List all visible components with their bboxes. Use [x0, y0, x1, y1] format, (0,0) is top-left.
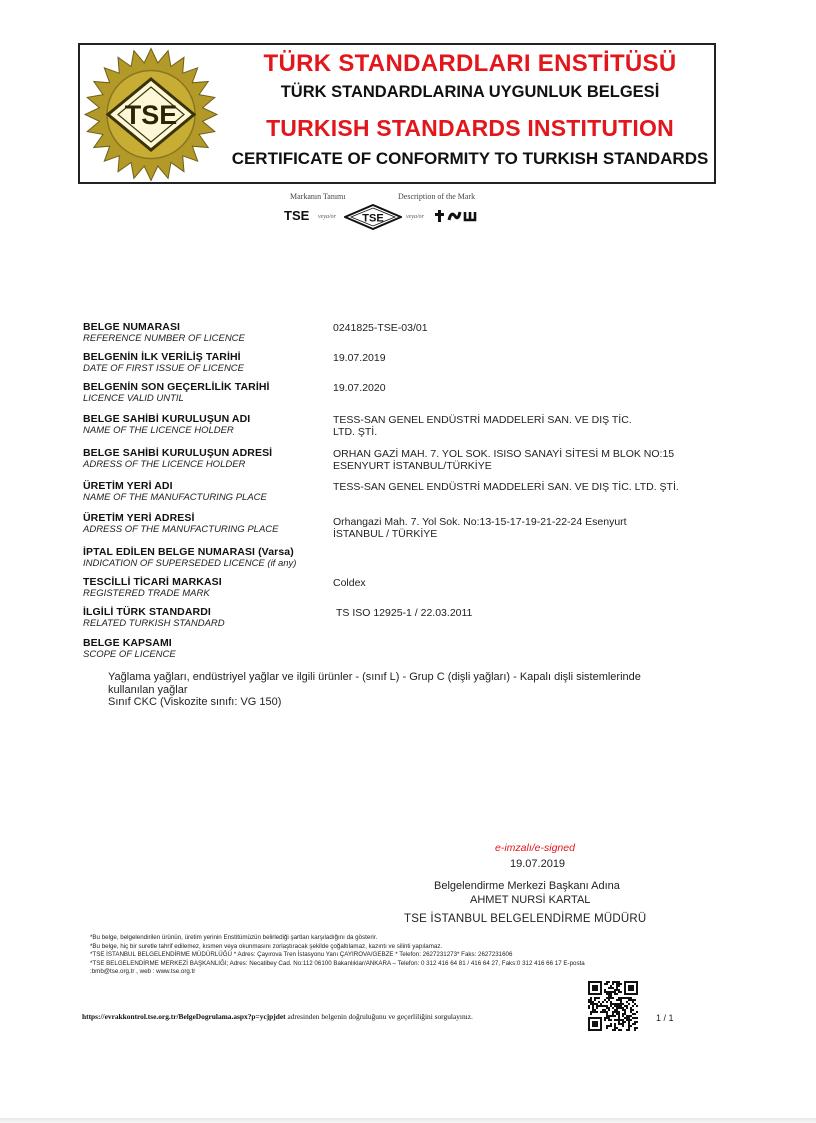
- field-label-tr: BELGE KAPSAMI: [83, 637, 172, 649]
- e-signed-label: e-imzalı/e-signed: [495, 842, 575, 854]
- certificate-header: [78, 43, 716, 184]
- field-label-en: NAME OF THE LICENCE HOLDER: [83, 425, 234, 436]
- field-label-en: NAME OF THE MANUFACTURING PLACE: [83, 492, 267, 503]
- field-value: TESS-SAN GENEL ENDÜSTRİ MADDELERİ SAN. VE DIŞ TİC. LTD. ŞTİ.: [333, 481, 679, 493]
- verification-note: [82, 1012, 582, 1021]
- field-label-en: DATE OF FIRST ISSUE OF LICENCE: [83, 363, 244, 374]
- field-value: Coldex: [333, 577, 366, 589]
- field-value: 19.07.2019: [333, 352, 386, 364]
- field-value: Orhangazi Mah. 7. Yol Sok. No:13-15-17-19-21-22-24 Esenyurt İSTANBUL / TÜRKİYE: [333, 516, 627, 540]
- mark-tse-text: TSE: [284, 208, 310, 223]
- footnote: *Bu belge, belgelendirilen ürünün, üretim yerinin Enstitümüzün belirlediği şartları karşıladığını da gösterir.: [90, 934, 378, 941]
- field-trade-mark: [83, 576, 743, 600]
- seal-text: TSE: [124, 100, 178, 130]
- page-number: 1 / 1: [656, 1013, 674, 1023]
- field-value: 0241825-TSE-03/01: [333, 322, 428, 334]
- field-label-en: SCOPE OF LICENCE: [83, 649, 176, 660]
- tse-diamond-mark-icon: [344, 204, 402, 230]
- field-value: ORHAN GAZİ MAH. 7. YOL SOK. ISISO SANAYİ SİTESİ M BLOK NO:15 ESENYURT İSTANBUL/TÜRKİYE: [333, 448, 675, 472]
- mark-description: [270, 192, 530, 240]
- mark-caption-tr: Markanın Tanımı: [290, 192, 346, 201]
- certificate-title-en: CERTIFICATE OF CONFORMITY TO TURKISH STANDARDS: [231, 149, 709, 168]
- field-valid-until: [83, 381, 743, 405]
- field-label-en: LICENCE VALID UNTIL: [83, 393, 184, 404]
- footnotes: [90, 934, 710, 977]
- field-reference-number: [83, 321, 743, 345]
- mark-or-text: veya/or: [318, 214, 336, 220]
- footnote: *TSE BELGELENDİRME MERKEZİ BAŞKANLIĞI; Adres: Necatibey Cad. No:112 06100 Bakanlıklar/ANKARA – Telefon: 0 312 416 64 81 / 416 64 27, Faks:0 312 416 66 17 E-posta: [90, 959, 585, 967]
- field-value: 19.07.2020: [333, 382, 386, 394]
- field-manufacturing-place-name: [83, 480, 743, 504]
- certificate-title-tr: TÜRK STANDARDLARINA UYGUNLUK BELGESİ: [280, 83, 660, 101]
- field-scope-of-licence: [83, 637, 743, 661]
- field-holder-address: [83, 447, 743, 471]
- signature-date: 19.07.2019: [510, 858, 566, 870]
- field-label-tr: BELGENİN İLK VERİLİŞ TARİHİ: [83, 351, 241, 363]
- scope-description: [108, 671, 688, 709]
- field-related-standard: [83, 606, 743, 630]
- footnote: *Bu belge, hiç bir suretle tahrif edilemez, kısmen veya okunmasını zorlaştıracak şekilde çoğaltılamaz, kazıntı ve silinti yapılamaz.: [90, 942, 443, 950]
- verification-instruction: adresinden belgenin doğruluğunu ve geçerliliğini sorgulayınız.: [285, 1012, 473, 1021]
- arabic-tse-mark-icon: [433, 208, 477, 224]
- scope-line-2: Sınıf CKC (Viskozite sınıfı: VG 150): [108, 696, 282, 708]
- institution-title-en: TURKISH STANDARDS INSTITUTION: [266, 115, 674, 141]
- signatory-department: TSE İSTANBUL BELGELENDİRME MÜDÜRÜ: [404, 913, 647, 925]
- field-label-en: INDICATION OF SUPERSEDED LICENCE (if any): [83, 558, 297, 569]
- field-label-en: RELATED TURKISH STANDARD: [83, 618, 225, 629]
- field-superseded-licence: [83, 546, 743, 570]
- field-label-tr: BELGE SAHİBİ KURULUŞUN ADRESİ: [83, 447, 273, 459]
- field-label-tr: BELGE NUMARASI: [83, 321, 181, 333]
- field-label-en: ADRESS OF THE LICENCE HOLDER: [83, 459, 246, 470]
- field-label-en: REGISTERED TRADE MARK: [83, 588, 210, 599]
- scope-line-1: Yağlama yağları, endüstriyel yağlar ve ilgili ürünler - (sınıf L) - Grup C (dişli yağları) - Kapalı dişli sistemlerinde kullanılan yağlar: [108, 671, 641, 696]
- signature-office: Belgelendirme Merkezi Başkanı Adına: [434, 880, 620, 892]
- signatory-name: AHMET NURSİ KARTAL: [470, 894, 591, 906]
- field-holder-name: [83, 413, 743, 437]
- footnote: :bmb@tse.org.tr , web : www.tse.org.tr: [90, 968, 196, 976]
- tse-seal-logo: [82, 47, 220, 182]
- field-label-tr: TESCİLLİ TİCARİ MARKASI: [83, 576, 222, 588]
- field-label-tr: ÜRETİM YERİ ADRESİ: [83, 512, 195, 524]
- mark-or-text-2: veya/or: [406, 214, 424, 220]
- field-label-en: REFERENCE NUMBER OF LICENCE: [83, 333, 245, 344]
- field-manufacturing-place-address: [83, 512, 743, 540]
- diamond-text: TSE: [362, 212, 384, 225]
- field-first-issue-date: [83, 351, 743, 375]
- field-label-tr: İPTAL EDİLEN BELGE NUMARASI (Varsa): [83, 546, 294, 558]
- mark-caption-en: Description of the Mark: [398, 192, 476, 201]
- institution-title-tr: TÜRK STANDARDLARI ENSTİTÜSÜ: [263, 50, 677, 77]
- field-label-tr: İLGİLİ TÜRK STANDARDI: [83, 606, 211, 618]
- page-bottom-edge: [0, 1118, 816, 1123]
- field-label-tr: BELGENİN SON GEÇERLİLİK TARİHİ: [83, 381, 270, 393]
- field-value: TS ISO 12925-1 / 22.03.2011: [336, 607, 473, 619]
- footnote: *TSE İSTANBUL BELGELENDİRME MÜDÜRLÜĞÜ * Adres: Çayırova Tren İstasyonu Yanı ÇAYIROVA/GEBZE * Telefon: 2627231273* Faks: 2627231606: [90, 951, 513, 959]
- qr-code-icon[interactable]: [588, 981, 638, 1031]
- field-label-en: ADRESS OF THE MANUFACTURING PLACE: [83, 524, 279, 535]
- field-label-tr: ÜRETİM YERİ ADI: [83, 480, 173, 492]
- verification-link[interactable]: https://evrakkontrol.tse.org.tr/BelgeDogrulama.aspx?p=ycjpjdet: [82, 1012, 286, 1021]
- field-label-tr: BELGE SAHİBİ KURULUŞUN ADI: [83, 413, 251, 425]
- field-value: TESS-SAN GENEL ENDÜSTRİ MADDELERİ SAN. VE DIŞ TİC. LTD. ŞTİ.: [333, 414, 632, 438]
